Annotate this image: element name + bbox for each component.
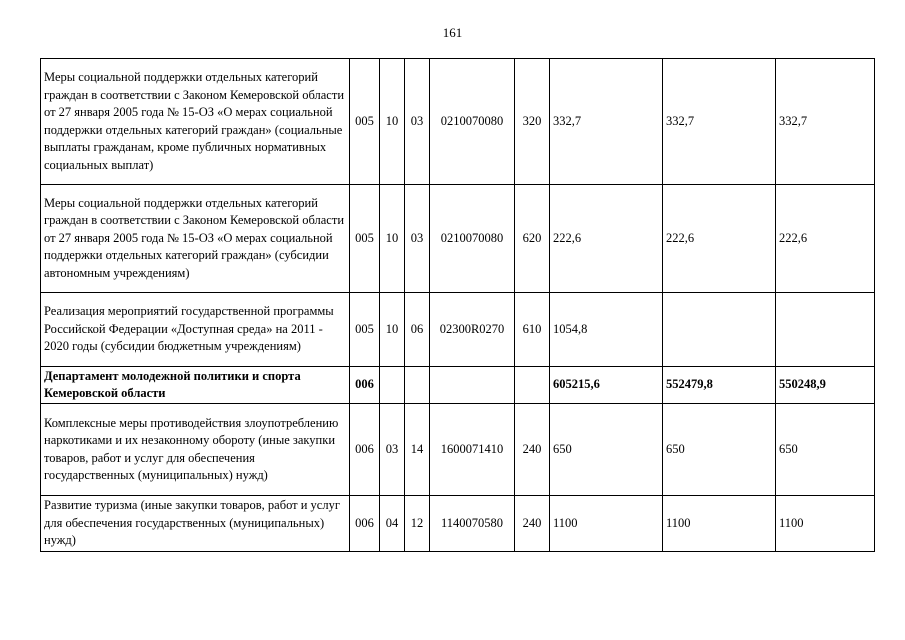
expense-type-cell xyxy=(515,367,550,404)
target-article-cell: 1140070580 xyxy=(430,496,515,552)
ministry-code-cell: 006 xyxy=(350,404,380,496)
item-name-cell: Реализация мероприятий государственной программы Российской Федерации «Доступная среда» на 2011 - 2020 годы (субсидии бюджетным учреждениям) xyxy=(41,293,350,367)
subsection-code-cell: 03 xyxy=(405,185,430,293)
table-row-department xyxy=(41,367,875,404)
section-code-cell xyxy=(380,367,405,404)
subsection-code-cell: 06 xyxy=(405,293,430,367)
sum-year-2-cell: 552479,8 xyxy=(663,367,776,404)
ministry-code-cell: 006 xyxy=(350,496,380,552)
ministry-code-cell: 006 xyxy=(350,367,380,404)
sum-year-1-cell: 605215,6 xyxy=(550,367,663,404)
section-code-cell: 04 xyxy=(380,496,405,552)
expense-type-cell: 620 xyxy=(515,185,550,293)
section-code-cell: 10 xyxy=(380,59,405,185)
target-article-cell: 02300R0270 xyxy=(430,293,515,367)
item-name-cell: Развитие туризма (иные закупки товаров, работ и услуг для обеспечения государственных (муниципальных) нужд) xyxy=(41,496,350,552)
sum-year-1-cell: 1100 xyxy=(550,496,663,552)
sum-year-3-cell xyxy=(776,293,875,367)
item-name-cell: Меры социальной поддержки отдельных категорий граждан в соответствии с Законом Кемеровской области от 27 января 2005 года № 15-ОЗ «О мерах социальной поддержки отдельных категорий граждан» (социальные выплаты гражданам, кроме публичных нормативных социальных выплат) xyxy=(41,59,350,185)
target-article-cell xyxy=(430,367,515,404)
budget-table xyxy=(40,58,875,552)
expense-type-cell: 240 xyxy=(515,496,550,552)
sum-year-3-cell: 650 xyxy=(776,404,875,496)
table-row xyxy=(41,404,875,496)
section-code-cell: 03 xyxy=(380,404,405,496)
subsection-code-cell xyxy=(405,367,430,404)
ministry-code-cell: 005 xyxy=(350,293,380,367)
item-name-cell: Меры социальной поддержки отдельных категорий граждан в соответствии с Законом Кемеровской области от 27 января 2005 года № 15-ОЗ «О мерах социальной поддержки отдельных категорий граждан» (субсидии автономным учреждениям) xyxy=(41,185,350,293)
subsection-code-cell: 14 xyxy=(405,404,430,496)
expense-type-cell: 320 xyxy=(515,59,550,185)
sum-year-3-cell: 222,6 xyxy=(776,185,875,293)
target-article-cell: 0210070080 xyxy=(430,59,515,185)
sum-year-3-cell: 550248,9 xyxy=(776,367,875,404)
subsection-code-cell: 03 xyxy=(405,59,430,185)
subsection-code-cell: 12 xyxy=(405,496,430,552)
item-name-cell: Комплексные меры противодействия злоупотреблению наркотиками и их незаконному обороту (иные закупки товаров, работ и услуг для обеспечения государственных (муниципальных) нужд) xyxy=(41,404,350,496)
sum-year-2-cell: 1100 xyxy=(663,496,776,552)
table-row xyxy=(41,185,875,293)
sum-year-1-cell: 650 xyxy=(550,404,663,496)
sum-year-3-cell: 332,7 xyxy=(776,59,875,185)
section-code-cell: 10 xyxy=(380,293,405,367)
sum-year-2-cell xyxy=(663,293,776,367)
sum-year-2-cell: 222,6 xyxy=(663,185,776,293)
ministry-code-cell: 005 xyxy=(350,59,380,185)
sum-year-2-cell: 650 xyxy=(663,404,776,496)
table-row xyxy=(41,59,875,185)
target-article-cell: 0210070080 xyxy=(430,185,515,293)
expense-type-cell: 610 xyxy=(515,293,550,367)
page-number: 161 xyxy=(442,25,463,40)
table-row xyxy=(41,293,875,367)
sum-year-2-cell: 332,7 xyxy=(663,59,776,185)
table-row xyxy=(41,496,875,552)
expense-type-cell: 240 xyxy=(515,404,550,496)
ministry-code-cell: 005 xyxy=(350,185,380,293)
sum-year-1-cell: 222,6 xyxy=(550,185,663,293)
department-name-cell: Департамент молодежной политики и спорта Кемеровской области xyxy=(41,367,350,404)
sum-year-1-cell: 1054,8 xyxy=(550,293,663,367)
target-article-cell: 1600071410 xyxy=(430,404,515,496)
sum-year-1-cell: 332,7 xyxy=(550,59,663,185)
sum-year-3-cell: 1100 xyxy=(776,496,875,552)
section-code-cell: 10 xyxy=(380,185,405,293)
